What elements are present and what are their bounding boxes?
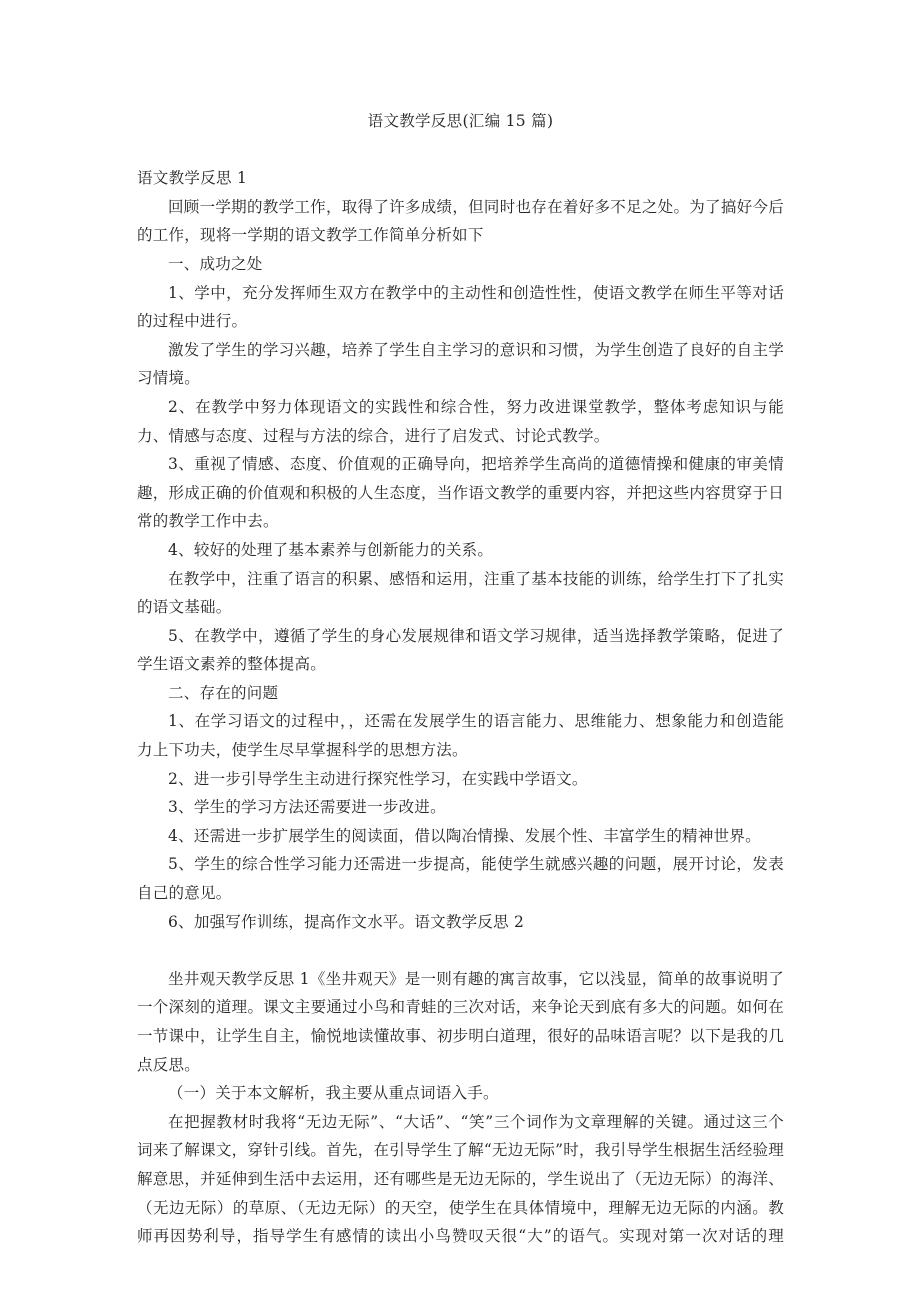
- paragraph: 激发了学生的学习兴趣，培养了学生自主学习的意识和习惯，为学生创造了良好的自主学习情境。: [137, 340, 784, 388]
- section-gap: [137, 936, 784, 965]
- document-title: 语文教学反思(汇编 15 篇): [367, 112, 554, 130]
- paragraph: 1、学中，充分发挥师生双方在教学中的主动性和创造性性，使语文教学在师生平等对话的过程中进行。: [137, 283, 784, 331]
- paragraph: 1、在学习语文的过程中，，还需在发展学生的语言能力、思维能力、想象能力和创造能力上下功夫，使学生尽早掌握科学的思想方法。: [137, 712, 784, 760]
- paragraph: 2、在教学中努力体现语文的实践性和综合性，努力改进课堂教学，整体考虑知识与能力、情感与态度、过程与方法的综合，进行了启发式、讨论式教学。: [137, 397, 784, 445]
- section-heading-1: 语文教学反思 1: [137, 169, 248, 188]
- paragraph: 4、较好的处理了基本素养与创新能力的关系。: [168, 540, 494, 559]
- paragraph: 坐井观天教学反思 1《坐井观天》是一则有趣的寓言故事，它以浅显，简单的故事说明了一个深刻的道理。课文主要通过小鸟和青蛙的三次对话，来争论天到底有多大的问题。如何在一节课中，让学生自主，愉悦地读懂故事、初步明白道理，很好的品味语言呢？以下是我的几点反思。: [137, 969, 784, 1074]
- paragraph: 一、成功之处: [168, 254, 263, 273]
- paragraph: 3、重视了情感、态度、价值观的正确导向，把培养学生高尚的道德情操和健康的审美情趣，形成正确的价值观和积极的人生态度，当作语文教学的重要内容，并把这些内容贯穿于日常的教学工作中去。: [137, 455, 784, 531]
- paragraph: 4、还需进一步扩展学生的阅读面，借以陶冶情操、发展个性、丰富学生的精神世界。: [168, 826, 761, 845]
- paragraph: 5、学生的综合性学习能力还需进一步提高，能使学生就感兴趣的问题，展开讨论，发表自己的意见。: [137, 855, 784, 903]
- title-spacer: [137, 136, 784, 165]
- paragraph: 二、存在的问题: [168, 683, 279, 702]
- paragraph: （一）关于本文解析，我主要从重点词语入手。: [168, 1084, 499, 1103]
- paragraph: 在教学中，注重了语言的积累、感悟和运用，注重了基本技能的训练，给学生打下了扎实的语文基础。: [137, 569, 784, 617]
- paragraph: 6、加强写作训练，提高作文水平。语文教学反思 2: [168, 912, 525, 931]
- paragraph: 回顾一学期的教学工作，取得了许多成绩，但同时也存在着好多不足之处。为了搞好今后的工作，现将一学期的语文教学工作简单分析如下: [137, 197, 784, 245]
- paragraph: 在把握教材时我将“无边无际”、“大话”、“笑”三个词作为文章理解的关键。通过这三个词来了解课文，穿针引线。首先，在引导学生了解“无边无际”时，我引导学生根据生活经验理解意思，并延伸到生活中去运用，还有哪些是无边无际的，学生说出了（无边无际）的海洋、（无边无际）的草原、（无边无际）的天空，使学生在具体情境中，理解无边无际的内涵。教师再因势利导，指导学生有感情的读出小鸟赞叹天很“大”的语气。实现对第一次对话的理: [137, 1112, 784, 1246]
- paragraph: 3、学生的学习方法还需要进一步改进。: [168, 798, 446, 817]
- paragraph: 5、在教学中，遵循了学生的身心发展规律和语文学习规律，适当选择教学策略，促进了学生语文素养的整体提高。: [137, 626, 784, 674]
- paragraph: 2、进一步引导学生主动进行探究性学习，在实践中学语文。: [168, 769, 588, 788]
- document-content: [137, 0, 784, 1251]
